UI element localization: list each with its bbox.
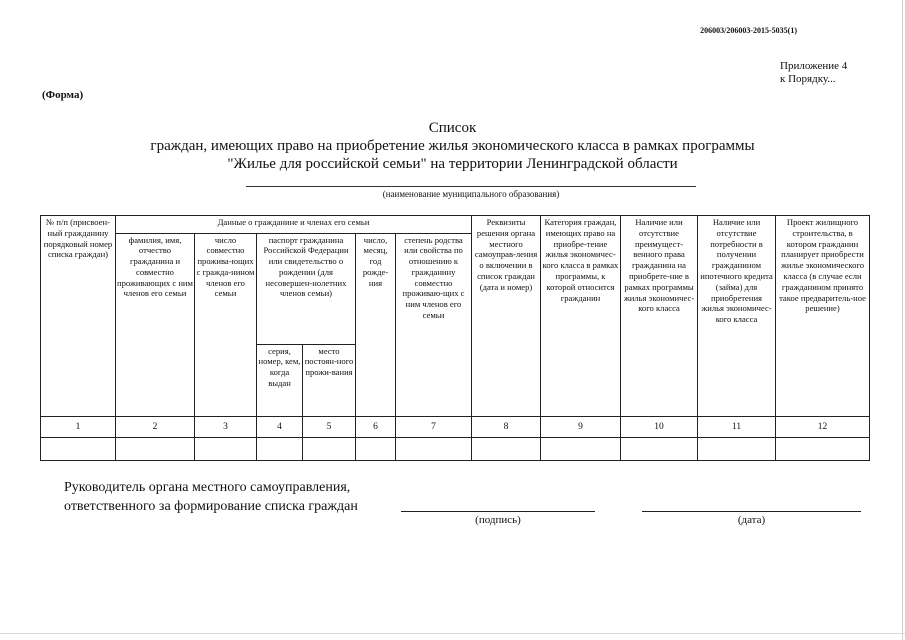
- header-col-5: место постоян-ного прожи-вания: [303, 344, 356, 416]
- header-passport-group: паспорт гражданина Российской Федерации или свидетельство о рождении (для несовершен-нолетних членов семьи): [257, 233, 356, 344]
- municipality-caption: (наименование муниципального образования): [382, 189, 560, 199]
- header-col-10: Наличие или отсутствие преимущест-венного права гражданина на приобрете-ние в рамках программы жилья экономичес-кого класса: [621, 216, 698, 417]
- scan-edge-bottom: [0, 633, 905, 634]
- empty-cell: [257, 438, 303, 461]
- header-col-7: степень родства или свойства по отношению к гражданину совместно проживаю-щих с ним членов его семьи: [396, 233, 472, 416]
- column-number: 11: [698, 416, 776, 438]
- document-number: 206003/206003-2015-5035(1): [700, 26, 797, 35]
- column-number: 4: [257, 416, 303, 438]
- header-col-9: Категория граждан, имеющих право на приобре-тение жилья экономичес-кого класса в рамках программы, к которой относится гражданин: [541, 216, 621, 417]
- column-number: 3: [195, 416, 257, 438]
- empty-cell: [541, 438, 621, 461]
- column-number: 1: [41, 416, 116, 438]
- header-col-8: Реквизиты решения органа местного самоуправ-ления о включении в список граждан (дата и номер): [472, 216, 541, 417]
- signatory-line-2: ответственного за формирование списка граждан: [64, 499, 358, 514]
- date-underline: [642, 511, 861, 512]
- title-line-1: Список: [428, 120, 477, 136]
- column-number: 8: [472, 416, 541, 438]
- column-number: 9: [541, 416, 621, 438]
- annex-line-1: Приложение 4: [780, 60, 848, 72]
- header-col-1: № п/п (присвоен-ный гражданину порядковый номер списка граждан): [41, 216, 116, 417]
- form-label: (Форма): [42, 89, 84, 101]
- signatory-label: [64, 478, 358, 516]
- title-line-2: граждан, имеющих право на приобретение жилья экономического класса в рамках программы: [150, 138, 755, 154]
- municipality-underline: [246, 186, 696, 187]
- empty-cell: [472, 438, 541, 461]
- scan-edge-right: [902, 0, 903, 640]
- header-col-2: фамилия, имя, отчество гражданина и совместно проживающих с ним членов его семьи: [116, 233, 195, 416]
- header-col-3: число совместно прожива-ющих с гражда-нином членов его семьи: [195, 233, 257, 416]
- column-number: 2: [116, 416, 195, 438]
- document-title: [0, 119, 905, 173]
- empty-cell: [776, 438, 870, 461]
- empty-cell: [698, 438, 776, 461]
- column-number: 7: [396, 416, 472, 438]
- empty-cell: [195, 438, 257, 461]
- header-col-12: Проект жилищного строительства, в котором гражданин планирует приобрести жилье экономического класса (в случае если гражданином принято такое предваритель-ное решение): [776, 216, 870, 417]
- date-caption: (дата): [737, 514, 766, 526]
- header-col-11: Наличие или отсутствие потребности в получении гражданином ипотечного кредита (займа) для приобретения жилья экономичес-кого класса: [698, 216, 776, 417]
- header-col-6: число, месяц, год рожде-ния: [356, 233, 396, 416]
- column-number: 6: [356, 416, 396, 438]
- title-line-3: "Жилье для российской семьи" на территории Ленинградской области: [227, 156, 678, 172]
- empty-cell: [116, 438, 195, 461]
- table-row: [41, 438, 870, 461]
- column-number: 10: [621, 416, 698, 438]
- empty-cell: [41, 438, 116, 461]
- annex-line-2: к Порядку...: [780, 73, 836, 85]
- empty-cell: [621, 438, 698, 461]
- empty-cell: [356, 438, 396, 461]
- column-number: 5: [303, 416, 356, 438]
- empty-cell: [396, 438, 472, 461]
- column-number: 12: [776, 416, 870, 438]
- signature-underline: [401, 511, 595, 512]
- signatory-line-1: Руководитель органа местного самоуправления,: [64, 480, 351, 495]
- header-col-4: серия, номер, кем, когда выдан: [257, 344, 303, 416]
- empty-cell: [303, 438, 356, 461]
- annex-note: [780, 60, 847, 86]
- signature-caption: (подпись): [475, 514, 521, 526]
- header-citizen-group: Данные о гражданине и членах его семьи: [116, 216, 472, 234]
- citizens-table: [40, 215, 870, 461]
